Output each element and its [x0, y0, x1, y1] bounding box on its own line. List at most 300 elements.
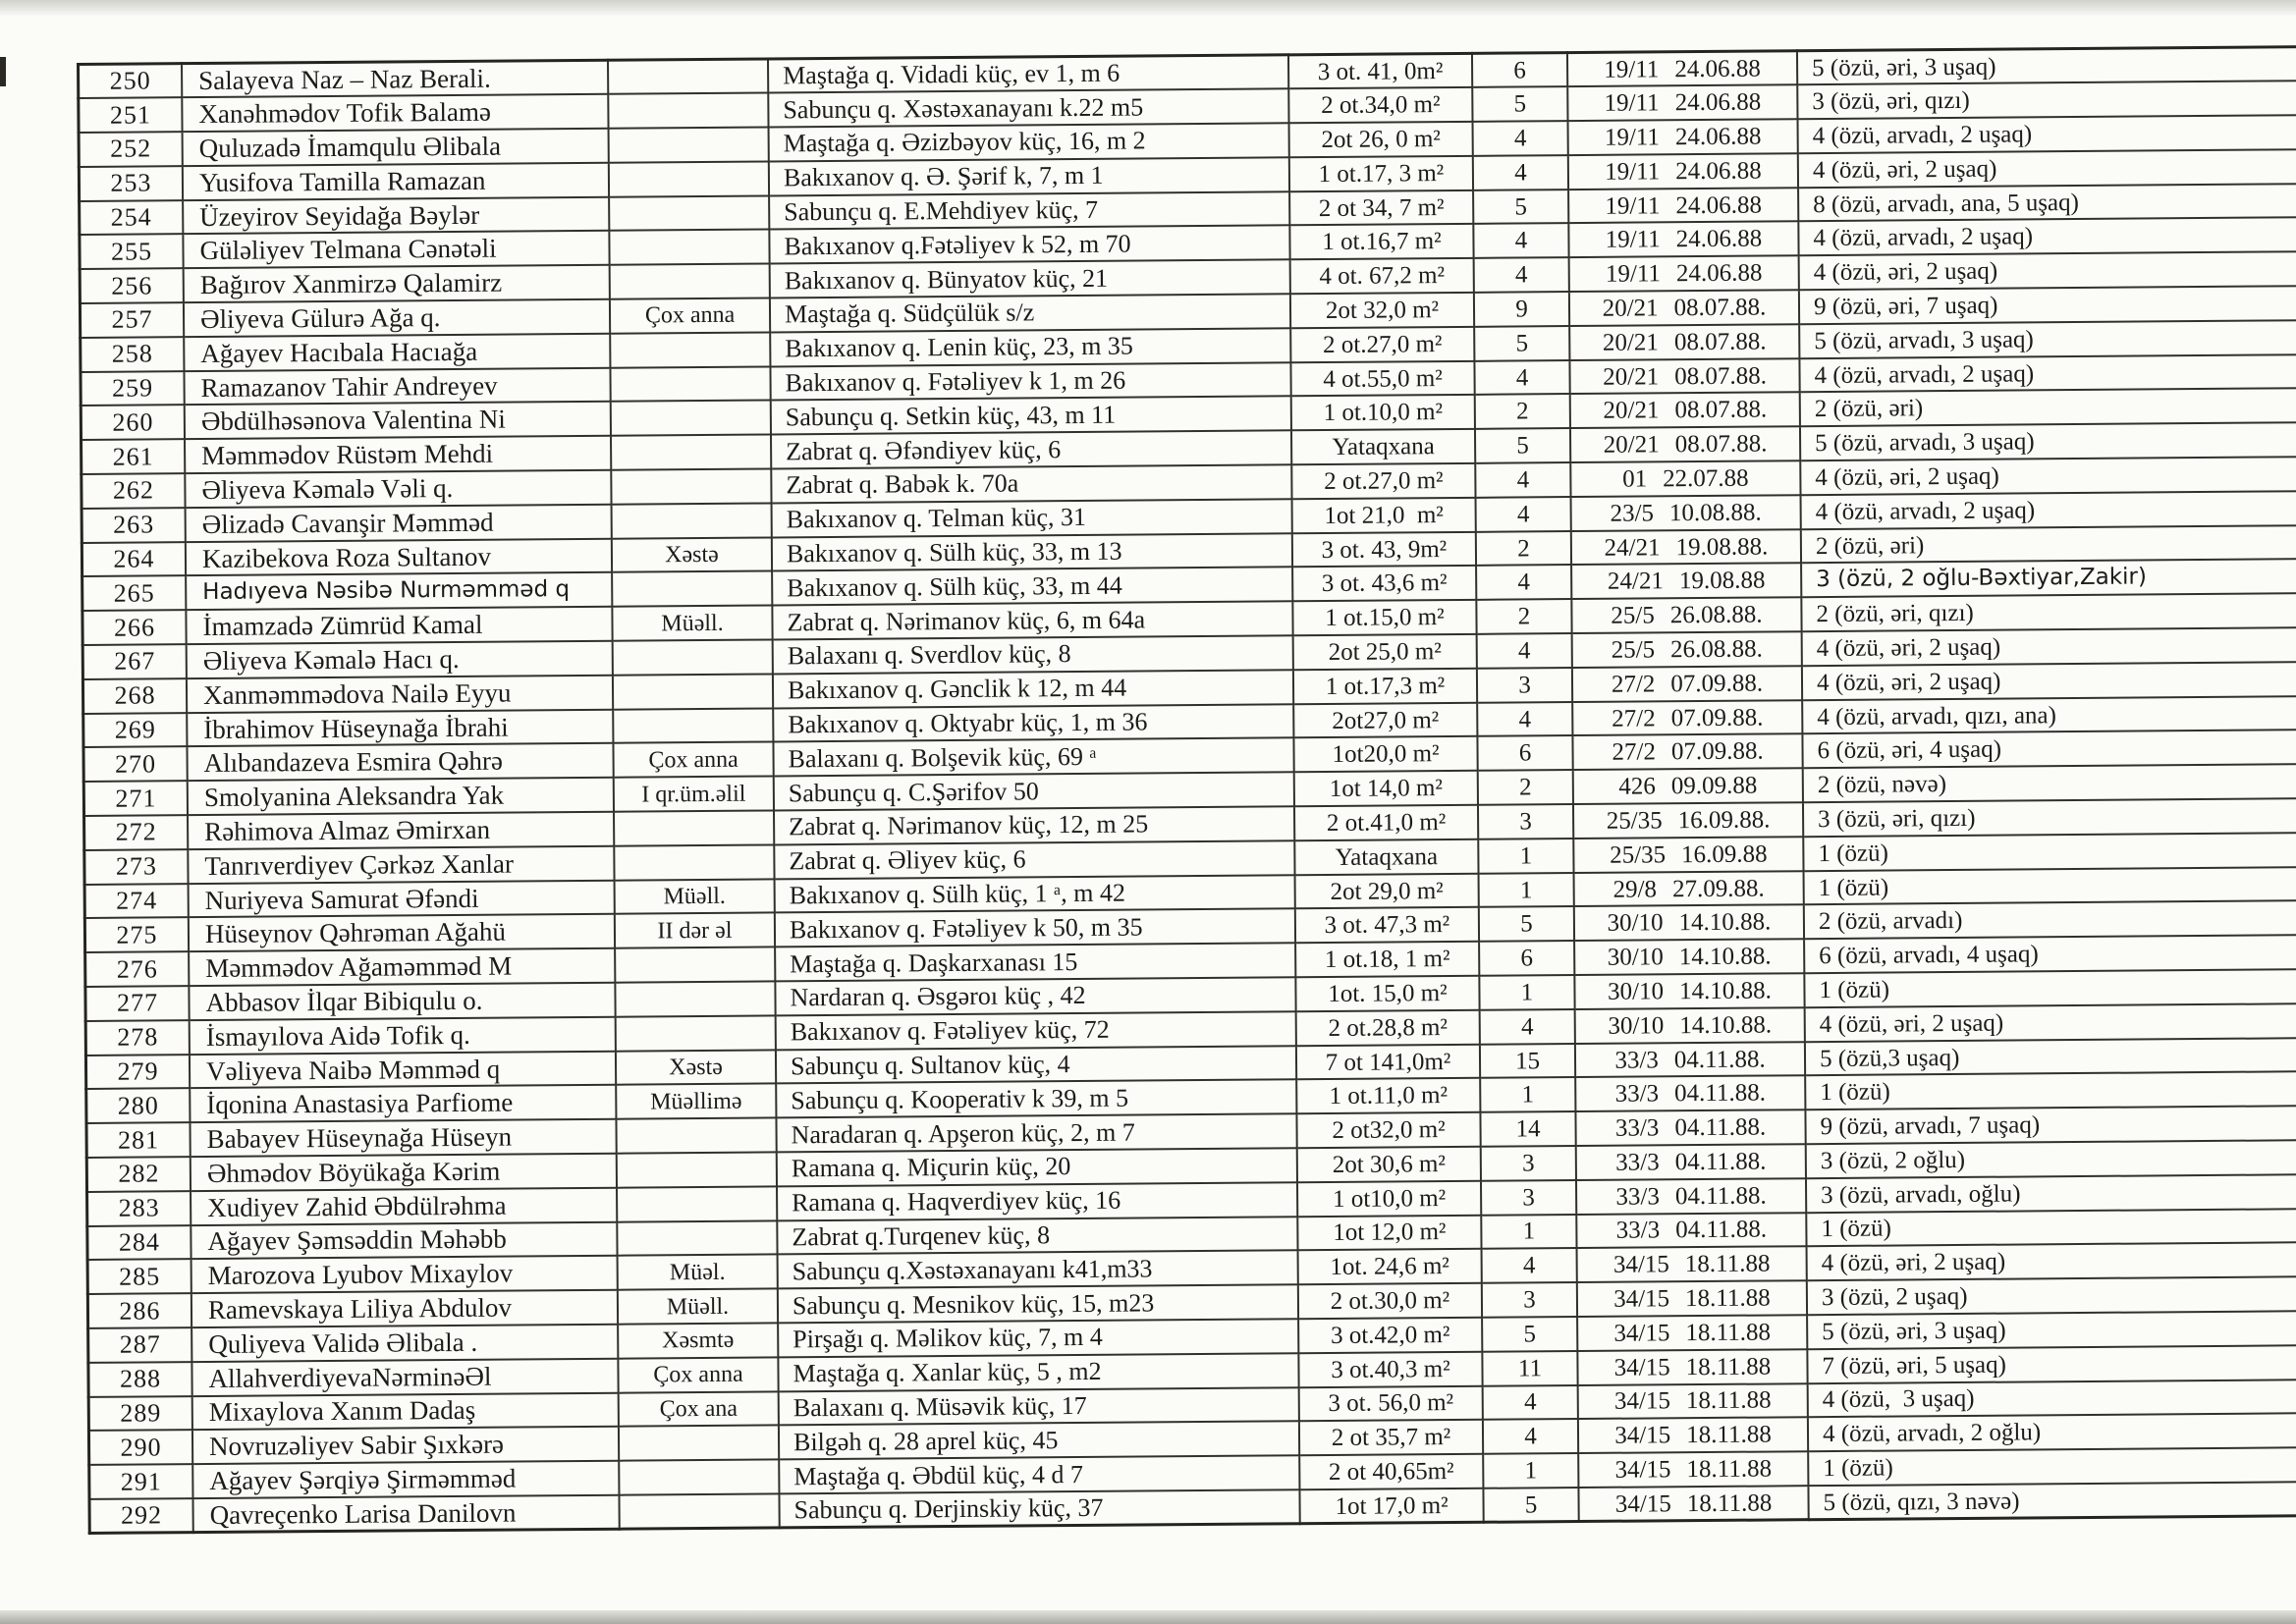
address-cell: Bilgəh q. 28 aprel küç, 45: [779, 1422, 1299, 1460]
registration-cell: [1570, 426, 1800, 462]
member-count-cell: 3: [1481, 1146, 1576, 1181]
address-cell: Ramana q. Haqverdiyev küç, 16: [777, 1182, 1297, 1220]
protocol-number: 34/15: [1614, 1456, 1671, 1484]
area-cell: 2ot 32,0 m²: [1290, 293, 1474, 328]
status-note-cell: [613, 674, 773, 709]
resident-name-cell: Hadıyeva Nəsibə Nurməmməd q: [186, 572, 612, 610]
area-cell: 1 ot.16,7 m²: [1289, 224, 1473, 259]
registration-date: 18.11.88: [1685, 1386, 1772, 1415]
family-composition-cell: 5 (özü, arvadı, 3 uşaq): [1799, 320, 2296, 358]
registration-date: 08.07.88.: [1673, 294, 1767, 322]
resident-name-cell: Vəliyeva Naibə Məmməd q: [190, 1051, 616, 1088]
registration-cell: [1568, 188, 1798, 224]
protocol-number: 34/15: [1613, 1353, 1670, 1381]
registry-table-body: [79, 47, 2296, 1534]
scanner-edge-top: [0, 0, 2296, 16]
resident-name-cell: Xudiyev Zahid Əbdülrəhma: [191, 1188, 617, 1225]
resident-name-cell: Kazibekova Roza Sultanov: [186, 538, 612, 575]
family-composition-cell: 2 (özü, əri): [1801, 525, 2296, 564]
registry-table: [77, 45, 2296, 1535]
member-count-cell: 5: [1474, 326, 1569, 361]
protocol-number: 19/11: [1605, 260, 1662, 288]
registration-date: 10.08.88.: [1668, 499, 1762, 527]
registration-date: 18.11.88: [1686, 1455, 1773, 1484]
area-cell: 1 ot10,0 m²: [1297, 1181, 1481, 1217]
row-number-cell: 271: [83, 781, 188, 816]
registration-cell: [1575, 1110, 1805, 1146]
area-cell: 2 ot.34,0 m²: [1288, 87, 1472, 123]
address-cell: Pirşağı q. Məlikov küç, 7, m 4: [778, 1319, 1298, 1357]
status-note-cell: II dər əl: [615, 913, 775, 948]
family-composition-cell: 1 (özü): [1806, 1209, 2296, 1247]
status-note-cell: [617, 1152, 777, 1187]
row-number-cell: 259: [81, 371, 185, 406]
address-cell: Balaxanı q. Bolşevik küç, 69 ᵃ: [773, 738, 1293, 777]
family-composition-cell: 5 (özü,3 uşaq): [1805, 1038, 2296, 1076]
address-cell: Zabrat q.Turqenev küç, 8: [777, 1217, 1297, 1255]
area-cell: 1ot 21,0 m²: [1292, 498, 1476, 533]
registration-cell: [1567, 85, 1797, 122]
registration-cell: [1571, 529, 1801, 566]
protocol-number: 33/3: [1614, 1114, 1660, 1142]
row-number-cell: 277: [85, 986, 190, 1021]
status-note-cell: Xəstə: [616, 1050, 776, 1085]
address-cell: Bakıxanov q. Telman küç, 31: [772, 499, 1292, 537]
row-number-cell: 256: [80, 268, 184, 303]
registration-cell: [1572, 700, 1802, 736]
member-count-cell: 1: [1480, 1077, 1575, 1112]
row-number-cell: 281: [86, 1122, 191, 1158]
family-composition-cell: 6 (özü, arvadı, 4 uşaq): [1804, 935, 2296, 973]
row-number-cell: 273: [84, 849, 189, 885]
registration-cell: [1569, 324, 1799, 360]
family-composition-cell: 3 (özü, əri, qızı): [1797, 81, 2296, 119]
registration-cell: [1575, 1042, 1805, 1078]
member-count-cell: 6: [1477, 735, 1572, 771]
protocol-number: 19/11: [1605, 191, 1661, 220]
protocol-number: 20/21: [1603, 431, 1660, 459]
protocol-number: 20/21: [1603, 397, 1660, 425]
family-composition-cell: 1 (özü): [1804, 867, 2296, 905]
row-number-cell: 250: [79, 64, 183, 99]
status-note-cell: Xəsmtə: [618, 1323, 778, 1358]
protocol-number: 24/21: [1607, 568, 1665, 596]
row-number-cell: 268: [82, 678, 187, 714]
registration-cell: [1569, 256, 1799, 293]
protocol-number: 23/5: [1610, 500, 1655, 527]
protocol-number: 33/3: [1614, 1080, 1660, 1109]
status-note-cell: [609, 161, 769, 196]
row-number-cell: 278: [85, 1020, 190, 1056]
resident-name-cell: Əliyeva Kəmalə Hacı q.: [187, 641, 613, 678]
registration-cell: [1570, 393, 1800, 429]
registration-date: 08.07.88.: [1673, 328, 1767, 355]
registration-date: 07.09.88.: [1670, 670, 1764, 698]
member-count-cell: 4: [1473, 121, 1568, 156]
resident-name-cell: Novruzəliyev Sabir Şıxkərə: [192, 1427, 619, 1464]
registration-date: 04.11.88.: [1674, 1182, 1767, 1210]
member-count-cell: 2: [1478, 770, 1573, 805]
family-composition-cell: 4 (özü, arvadı, 2 uşaq): [1801, 491, 2296, 529]
protocol-number: 33/3: [1614, 1046, 1659, 1074]
family-composition-cell: 4 (özü, əri, 2 uşaq): [1802, 662, 2296, 700]
registration-cell: [1568, 153, 1798, 189]
status-note-cell: Müəll.: [618, 1289, 778, 1325]
status-note-cell: [611, 435, 771, 470]
status-note-cell: [619, 1426, 779, 1461]
resident-name-cell: Nuriyeva Samurat Əfəndi: [189, 880, 615, 917]
status-note-cell: [608, 93, 768, 129]
member-count-cell: 1: [1481, 1215, 1576, 1250]
row-number-cell: 283: [87, 1191, 191, 1226]
family-composition-cell: 3 (özü, arvadı, oğlu): [1806, 1174, 2296, 1213]
address-cell: Sabunçu q. C.Şərifov 50: [774, 773, 1294, 811]
family-composition-cell: 9 (özü, arvadı, 7 uşaq): [1805, 1106, 2296, 1144]
status-note-cell: [610, 366, 770, 402]
protocol-number: 19/11: [1604, 89, 1660, 117]
family-composition-cell: 4 (özü, əri, 2 uşaq): [1799, 251, 2296, 290]
status-note-cell: Müəllimə: [616, 1084, 776, 1119]
status-note-cell: Müəll.: [615, 879, 775, 914]
area-cell: 2 ot.27,0 m²: [1291, 463, 1475, 499]
registration-cell: [1578, 1451, 1808, 1488]
row-number-cell: 257: [80, 302, 184, 338]
area-cell: 2ot 29,0 m²: [1295, 873, 1479, 908]
family-composition-cell: 4 (özü, arvadı, 2 uşaq): [1798, 115, 2296, 153]
area-cell: 3 ot.40,3 m²: [1298, 1352, 1482, 1387]
registration-date: 26.08.88.: [1669, 635, 1763, 664]
protocol-number: 25/35: [1606, 807, 1663, 835]
protocol-number: 27/2: [1611, 671, 1656, 698]
registration-cell: [1574, 939, 1804, 975]
protocol-number: 01: [1622, 465, 1648, 493]
protocol-number: 34/15: [1613, 1285, 1670, 1313]
address-cell: Bakıxanov q. Fətəliyev k 50, m 35: [775, 909, 1295, 947]
address-cell: Bakıxanov q. Lenin küç, 23, m 35: [770, 328, 1290, 366]
member-count-cell: 4: [1483, 1419, 1578, 1454]
member-count-cell: 5: [1482, 1317, 1577, 1352]
registration-cell: [1577, 1349, 1807, 1385]
registration-date: 18.11.88: [1686, 1489, 1773, 1517]
family-composition-cell: 3 (özü, 2 uşaq): [1807, 1276, 2296, 1315]
registration-date: 16.09.88: [1680, 840, 1768, 868]
address-cell: Zabrat q. Nərimanov küç, 12, m 25: [774, 806, 1294, 844]
family-composition-cell: 3 (özü, 2 oğlu-Bəxtiyar,Zakir): [1801, 560, 2296, 598]
row-number-cell: 269: [83, 713, 188, 748]
area-cell: 1 ot.18, 1 m²: [1295, 942, 1479, 977]
status-note-cell: [612, 503, 772, 538]
resident-name-cell: Əliyeva Kəmalə Vəli q.: [185, 470, 611, 508]
protocol-number: 34/15: [1614, 1422, 1671, 1450]
status-note-cell: [609, 230, 769, 265]
area-cell: 1ot 17,0 m²: [1299, 1489, 1483, 1524]
family-composition-cell: 4 (özü, əri, 2 uşaq): [1805, 1003, 2296, 1042]
registration-cell: [1578, 1383, 1808, 1420]
status-note-cell: [617, 1186, 777, 1221]
address-cell: Bakıxanov q.Fətəliyev k 52, m 70: [769, 226, 1289, 264]
member-count-cell: 1: [1479, 873, 1574, 908]
registry-sheet: [77, 45, 2296, 1535]
row-number-cell: 272: [84, 815, 189, 850]
registration-date: 14.10.88.: [1678, 908, 1772, 937]
protocol-number: 19/11: [1604, 124, 1661, 151]
area-cell: 2ot 30,6 m²: [1297, 1147, 1481, 1182]
row-number-cell: 275: [84, 918, 189, 953]
member-count-cell: 4: [1476, 497, 1571, 532]
row-number-cell: 282: [86, 1157, 191, 1192]
status-note-cell: Müəl.: [618, 1255, 778, 1290]
protocol-number: 25/35: [1610, 841, 1667, 869]
member-count-cell: 4: [1477, 702, 1572, 737]
resident-name-cell: Əhmədov Böyükağa Kərim: [191, 1154, 617, 1191]
registration-cell: [1569, 358, 1799, 395]
row-number-cell: 253: [79, 166, 183, 201]
registration-cell: [1576, 1213, 1806, 1249]
protocol-number: 19/11: [1605, 158, 1661, 186]
address-cell: Sabunçu q. E.Mehdiyev küç, 7: [769, 191, 1289, 230]
registration-cell: [1577, 1280, 1807, 1317]
resident-name-cell: Marozova Lyubov Mixaylov: [191, 1256, 618, 1293]
status-note-cell: [611, 401, 771, 436]
status-note-cell: [611, 469, 771, 505]
status-note-cell: Çox anna: [613, 742, 773, 778]
status-note-cell: [614, 844, 774, 880]
resident-name-cell: İmamzadə Zümrüd Kamal: [186, 607, 612, 644]
row-number-cell: 263: [82, 508, 186, 543]
row-number-cell: 270: [83, 747, 188, 783]
resident-name-cell: Rəhimova Almaz Əmirxan: [188, 812, 614, 849]
area-cell: 3 ot. 43, 9m²: [1292, 531, 1476, 567]
area-cell: 1ot20,0 m²: [1293, 736, 1477, 772]
status-note-cell: [609, 128, 769, 163]
address-cell: Bakıxanov q. Bünyatov küç, 21: [770, 260, 1290, 298]
scanner-edge-bottom: [0, 1610, 2296, 1624]
protocol-number: 30/10: [1608, 1012, 1665, 1040]
resident-name-cell: Məmmədov Ağaməmməd M: [189, 948, 615, 986]
member-count-cell: 3: [1482, 1282, 1577, 1318]
registration-cell: [1578, 1418, 1808, 1454]
member-count-cell: 3: [1478, 804, 1573, 839]
registration-date: 04.11.88.: [1674, 1113, 1767, 1142]
row-number-cell: 291: [89, 1464, 193, 1499]
row-number-cell: 265: [82, 576, 187, 612]
status-note-cell: [616, 1015, 776, 1051]
family-composition-cell: 4 (özü, əri, 2 uşaq): [1798, 149, 2296, 188]
family-composition-cell: 1 (özü): [1803, 833, 2296, 871]
row-number-cell: 276: [85, 951, 190, 987]
registration-cell: [1572, 631, 1802, 668]
resident-name-cell: Ramevskaya Liliya Abdulov: [191, 1290, 618, 1327]
member-count-cell: 5: [1473, 189, 1568, 225]
address-cell: Maştağa q. Vidadi küç, ev 1, m 6: [768, 55, 1288, 93]
protocol-number: 20/21: [1602, 329, 1659, 356]
registration-cell: [1574, 871, 1804, 907]
address-cell: Sabunçu q. Setkin küç, 43, m 11: [771, 397, 1291, 435]
protocol-number: 34/15: [1613, 1251, 1669, 1279]
area-cell: 3 ot. 41, 0m²: [1288, 53, 1472, 88]
address-cell: Balaxanı q. Müsəvik küç, 17: [779, 1387, 1299, 1426]
protocol-number: 20/21: [1602, 295, 1659, 322]
member-count-cell: 4: [1476, 566, 1571, 601]
address-cell: Bakıxanov q. Sülh küç, 33, m 13: [772, 533, 1292, 571]
row-number-cell: 266: [82, 610, 187, 645]
member-count-cell: 15: [1480, 1044, 1575, 1079]
row-number-cell: 289: [88, 1396, 192, 1432]
registration-date: 19.08.88: [1678, 567, 1766, 595]
area-cell: 2 ot 35,7 m²: [1299, 1420, 1483, 1455]
family-composition-cell: 2 (özü, əri, qızı): [1801, 593, 2296, 631]
area-cell: Yataqxana: [1291, 429, 1475, 464]
area-cell: 3 ot. 56,0 m²: [1299, 1385, 1483, 1421]
protocol-number: 33/3: [1615, 1217, 1661, 1245]
resident-name-cell: Yusifova Tamilla Ramazan: [183, 163, 609, 200]
registration-cell: [1571, 564, 1801, 600]
status-note-cell: I qr.üm.əlil: [614, 777, 774, 812]
resident-name-cell: Quluzadə İmamqulu Əlibala: [183, 129, 609, 166]
family-composition-cell: 3 (özü, əri, qızı): [1803, 798, 2296, 837]
area-cell: 1 ot.10,0 m²: [1291, 395, 1475, 430]
resident-name-cell: Üzeyirov Seyidağa Bəylər: [183, 196, 609, 234]
registration-date: 07.09.88.: [1670, 737, 1764, 766]
status-note-cell: [619, 1460, 779, 1495]
address-cell: Bakıxanov q. Ə. Şərif k, 7, m 1: [769, 157, 1289, 195]
registration-cell: [1576, 1178, 1806, 1215]
registration-cell: [1575, 1076, 1805, 1112]
registration-date: 14.10.88.: [1678, 977, 1772, 1005]
registration-date: 24.06.88: [1675, 259, 1763, 288]
address-cell: Maştağa q. Daşkarxanası 15: [775, 943, 1295, 981]
resident-name-cell: Məmmədov Rüstəm Mehdi: [185, 436, 611, 473]
family-composition-cell: 4 (özü, əri, 2 uşaq): [1802, 627, 2296, 666]
status-note-cell: [619, 1493, 779, 1529]
resident-name-cell: Qavreçenko Larisa Danilovn: [192, 1495, 619, 1533]
member-count-cell: 4: [1480, 1009, 1575, 1045]
registration-cell: [1574, 905, 1804, 942]
resident-name-cell: Alıbandazeva Esmira Qəhrə: [187, 743, 613, 781]
registration-date: 07.09.88.: [1670, 704, 1764, 731]
row-number-cell: 290: [88, 1430, 192, 1465]
registration-date: 24.06.88: [1675, 191, 1763, 219]
address-cell: Sabunçu q. Mesnikov küç, 15, m23: [778, 1284, 1298, 1323]
row-number-cell: 286: [87, 1293, 191, 1328]
area-cell: 2 ot32,0 m²: [1296, 1112, 1480, 1148]
area-cell: 7 ot 141,0m²: [1296, 1044, 1480, 1079]
family-composition-cell: 7 (özü, əri, 5 uşaq): [1807, 1345, 2296, 1383]
status-note-cell: [613, 708, 773, 743]
member-count-cell: 11: [1482, 1351, 1577, 1386]
member-count-cell: 2: [1476, 531, 1571, 567]
resident-name-cell: İsmayılova Aidə Tofik q.: [190, 1017, 616, 1055]
area-cell: 2ot27,0 m²: [1293, 702, 1477, 737]
family-composition-cell: 4 (özü, 3 uşaq): [1808, 1380, 2296, 1418]
address-cell: Naradaran q. Apşeron küç, 2, m 7: [776, 1113, 1296, 1152]
family-composition-cell: 1 (özü): [1805, 1072, 2296, 1110]
resident-name-cell: Mixaylova Xanım Dadaş: [192, 1392, 619, 1430]
row-number-cell: 255: [80, 235, 184, 270]
member-count-cell: 3: [1481, 1180, 1576, 1216]
row-number-cell: 285: [87, 1260, 191, 1295]
registration-cell: [1567, 51, 1797, 87]
family-composition-cell: 5 (özü, arvadı, 3 uşaq): [1800, 422, 2296, 460]
registration-cell: [1571, 597, 1801, 633]
family-composition-cell: 2 (özü, arvadı): [1804, 901, 2296, 940]
member-count-cell: 5: [1475, 428, 1570, 463]
registration-date: 18.11.88: [1684, 1250, 1771, 1278]
registration-date: 18.11.88: [1686, 1421, 1772, 1449]
member-count-cell: 4: [1477, 633, 1572, 669]
status-note-cell: [613, 639, 773, 675]
registration-date: 04.11.88.: [1673, 1046, 1766, 1073]
row-number-cell: 288: [88, 1362, 192, 1397]
registration-cell: [1573, 802, 1803, 839]
address-cell: Bakıxanov q. Fətəliyev küç, 72: [776, 1011, 1296, 1050]
row-number-cell: 287: [88, 1327, 192, 1363]
row-number-cell: 262: [82, 473, 186, 509]
resident-name-cell: Ağayev Şərqiyə Şirməmməd: [192, 1461, 619, 1498]
protocol-number: 25/5: [1611, 636, 1656, 664]
area-cell: 4 ot. 67,2 m²: [1290, 258, 1474, 294]
row-number-cell: 274: [84, 884, 189, 919]
resident-name-cell: Əliyeva Gülurə Ağa q.: [184, 299, 610, 337]
registration-cell: [1577, 1315, 1807, 1351]
area-cell: 4 ot.55,0 m²: [1290, 361, 1474, 397]
address-cell: Bakıxanov q. Sülh küç, 33, m 44: [772, 568, 1292, 606]
address-cell: Bakıxanov q. Sülh küç, 1 ᵃ, m 42: [775, 875, 1295, 913]
family-composition-cell: 4 (özü, əri, 2 uşaq): [1800, 457, 2296, 495]
resident-name-cell: Quliyeva Validə Əlibala .: [191, 1325, 618, 1362]
protocol-number: 25/5: [1611, 602, 1655, 629]
member-count-cell: 4: [1473, 224, 1568, 259]
registration-date: 22.07.88: [1663, 464, 1749, 493]
registration-cell: [1576, 1144, 1806, 1180]
area-cell: 1ot 14,0 m²: [1294, 771, 1478, 806]
registration-date: 18.11.88: [1685, 1353, 1772, 1380]
row-number-cell: 260: [81, 406, 185, 441]
registration-date: 16.09.88.: [1677, 806, 1771, 835]
member-count-cell: 6: [1472, 53, 1567, 88]
family-composition-cell: 4 (özü, arvadı, 2 uşaq): [1799, 354, 2296, 393]
registration-cell: [1575, 1007, 1805, 1044]
status-note-cell: [609, 195, 769, 231]
registration-date: 24.06.88: [1674, 55, 1761, 82]
address-cell: Zabrat q. Babək k. 70a: [771, 464, 1291, 503]
area-cell: 2 ot 40,65m²: [1299, 1454, 1483, 1489]
family-composition-cell: 5 (özü, əri, 3 uşaq): [1797, 47, 2296, 85]
address-cell: Maştağa q. Südçülük s/z: [770, 294, 1290, 332]
address-cell: Zabrat q. Əfəndiyev küç, 6: [771, 431, 1291, 469]
registration-cell: [1572, 734, 1802, 771]
registration-date: 18.11.88: [1685, 1284, 1771, 1313]
member-count-cell: 9: [1474, 292, 1569, 327]
status-note-cell: Çox anna: [610, 298, 770, 334]
resident-name-cell: Babayev Hüseynağa Hüseyn: [190, 1119, 616, 1157]
resident-name-cell: Tanrıverdiyev Çərkəz Xanlar: [188, 846, 614, 884]
registration-date: 04.11.88.: [1675, 1217, 1768, 1244]
status-note-cell: [615, 947, 775, 983]
protocol-number: 426: [1618, 773, 1656, 800]
member-count-cell: 1: [1479, 975, 1574, 1010]
resident-name-cell: Xanməmmədova Nailə Eyyu: [187, 676, 613, 713]
protocol-number: 27/2: [1612, 738, 1657, 767]
area-cell: 2 ot.27,0 m²: [1290, 327, 1474, 362]
protocol-number: 19/11: [1604, 55, 1660, 83]
member-count-cell: 4: [1474, 257, 1569, 293]
resident-name-cell: İqonina Anastasiya Parfiome: [190, 1085, 616, 1122]
row-number-cell: 258: [81, 337, 185, 372]
registration-cell: [1574, 973, 1804, 1009]
status-note-cell: [610, 332, 770, 367]
address-cell: Zabrat q. Nərimanov küç, 6, m 64a: [772, 602, 1292, 640]
